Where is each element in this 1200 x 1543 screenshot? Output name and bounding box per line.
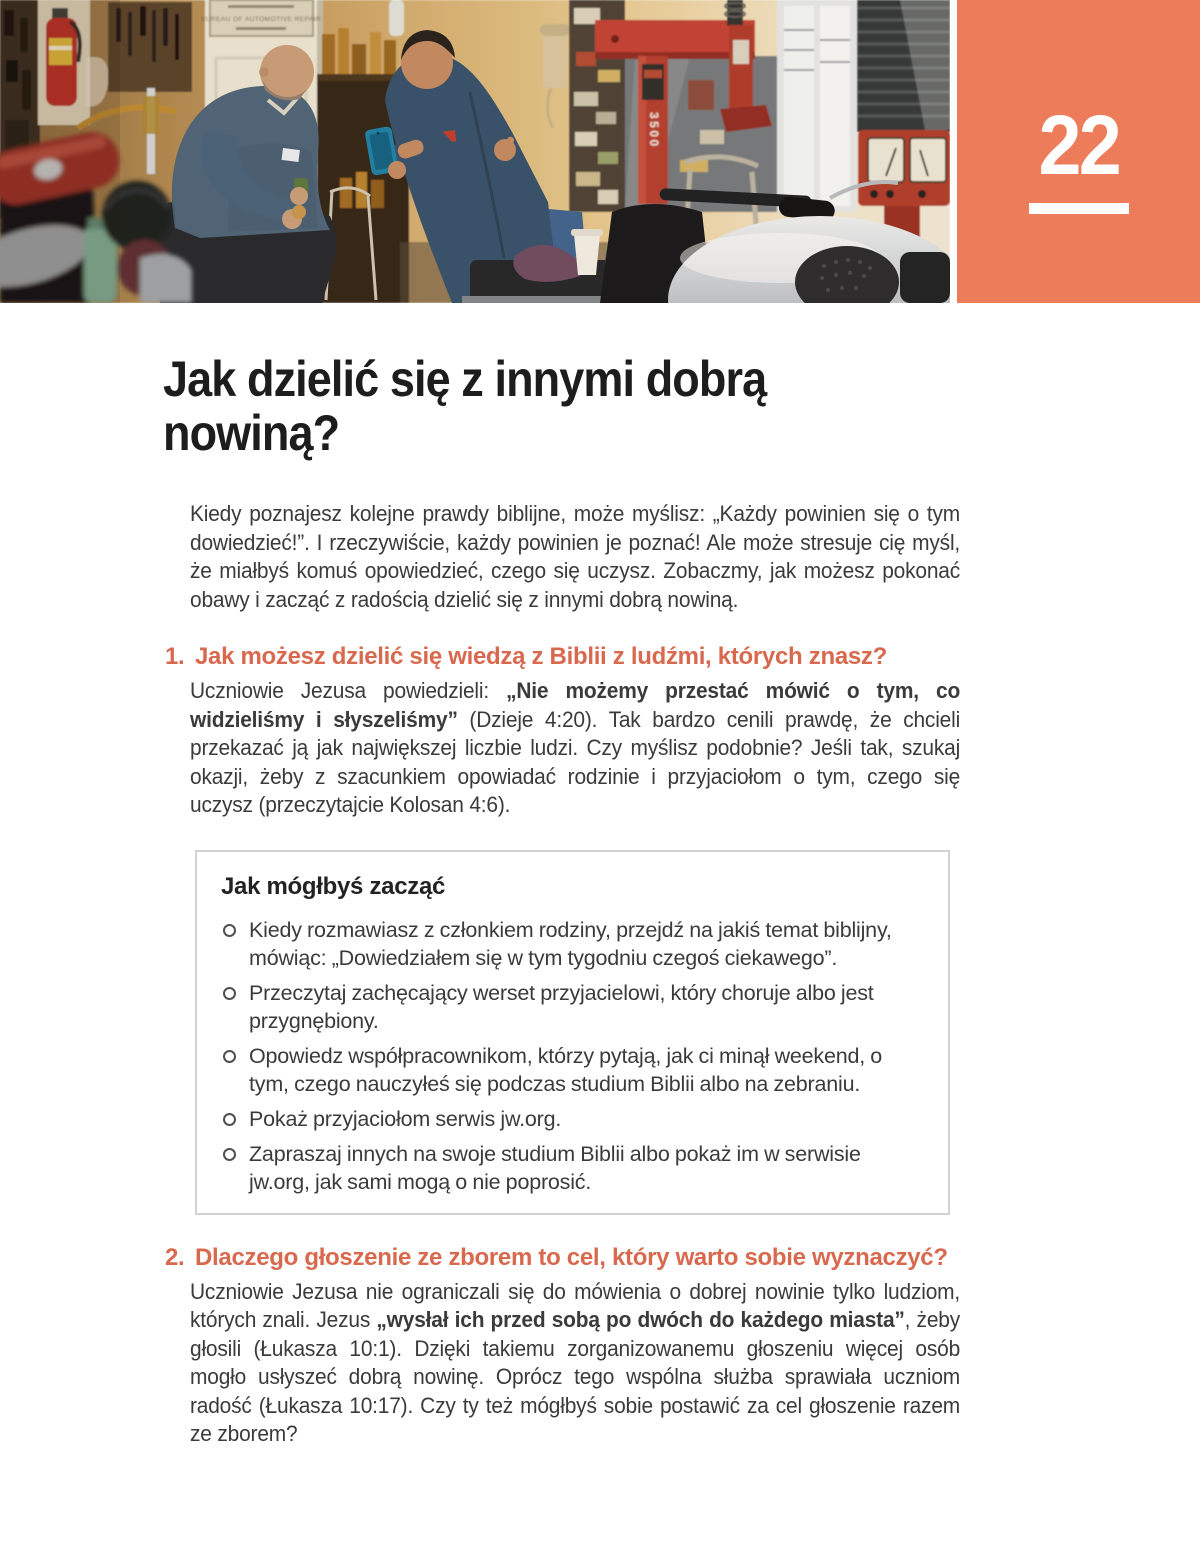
paragraph-text: (Dzieje 4:20). Tak bardzo cenili prawdę, że chcieli przekazać ją jak największej liczbie ludzi. Czy myślisz podobnie? Jeśli tak, szukaj okazji, żeby z szacunkiem opowiadać rodzinie i przyjaciołom o tym, czego się uczysz (przeczytajcie Kolosan 4:6). <box>190 706 961 817</box>
paragraph-text: Uczniowie Jezusa powiedzieli: <box>190 678 507 703</box>
door-sign-text: BUREAU OF AUTOMOTIVE REPAIR <box>200 16 322 23</box>
paragraph-text: , żeby głosili (Łukasza 10:1). Dzięki takiemu zorganizowanemu głoszeniu więcej osób mogło usłyszeć dobrą nowinę. Oprócz tego wspólna służba sprawiała uczniom radość (Łukasza 10:17). Czy ty też mógłbyś sobie postawić za cel głoszenie razem ze zborem? <box>190 1307 961 1446</box>
question-1-heading <box>165 642 1015 671</box>
suggestion-box <box>195 850 950 1215</box>
workshop-photo <box>0 0 950 303</box>
list-item <box>221 979 926 1035</box>
question-1-text: Jak możesz dzielić się wiedzą z Biblii z ludźmi, których znasz? <box>195 643 887 670</box>
suggestion-list <box>221 916 926 1196</box>
list-item-text: Przeczytaj zachęcający werset przyjacielowi, który choruje albo jest przygnębiony. <box>249 980 874 1033</box>
list-item <box>221 1042 926 1098</box>
scripture-quote-bold: „Nie możemy przestać mówić o tym, co widzieliśmy i słyszeliśmy” <box>190 678 961 732</box>
paragraph-1 <box>190 677 960 820</box>
circle-bullet-icon <box>223 1113 236 1126</box>
circle-bullet-icon <box>223 1148 236 1161</box>
list-item-text: Pokaż przyjaciołom serwis jw.org. <box>249 1106 562 1131</box>
question-2-text: Dlaczego głoszenie ze zborem to cel, który warto sobie wyznaczyć? <box>195 1243 948 1271</box>
paragraph-text: Uczniowie Jezusa nie ograniczali się do mówienia o dobrej nowinie tylko ludziom, których znali. Jezus <box>190 1278 961 1332</box>
list-item <box>221 1105 926 1133</box>
list-item-text: Opowiedz współpracownikom, którzy pytają, jak ci minął weekend, o tym, czego nauczyłeś się podczas studium Biblii albo na zebraniu. <box>249 1043 883 1096</box>
circle-bullet-icon <box>223 924 236 937</box>
list-item <box>221 916 926 972</box>
question-2-heading <box>165 1243 1015 1272</box>
list-item <box>221 1140 926 1196</box>
question-2-number: 2. <box>165 1243 185 1271</box>
tire-machine-label: 3500 <box>647 112 661 149</box>
intro-paragraph: Kiedy poznajesz kolejne prawdy biblijne, może myślisz: „Każdy powinien się o tym dowiedzieć!”. I rzeczywiście, każdy powinien je poznać! Ale może stresuje cię myśl, że miałbyś komuś opowiedzieć, czego się uczysz. Zobaczmy, jak możesz pokonać obawy i zacząć z radością dzielić się z innymi dobrą nowiną. <box>190 501 961 612</box>
circle-bullet-icon <box>223 987 236 1000</box>
chapter-block <box>957 0 1200 303</box>
lesson-content <box>0 303 1200 1449</box>
paragraph-2 <box>190 1278 960 1449</box>
list-item-text: Zapraszaj innych na swoje studium Biblii albo pokaż im w serwisie jw.org, jak sami mogą o nie poprosić. <box>249 1141 861 1194</box>
circle-bullet-icon <box>223 1050 236 1063</box>
suggestion-box-title: Jak mógłbyś zacząć <box>221 872 446 900</box>
chapter-underline <box>1029 203 1129 214</box>
scripture-quote-bold: „wysłał ich przed sobą po dwóch do każdego miasta” <box>376 1307 905 1332</box>
list-item-text: Kiedy rozmawiasz z członkiem rodziny, przejdź na jakiś temat biblijny, mówiąc: „Dowiedziałem się w tym tygodniu czegoś ciekawego”. <box>249 917 892 970</box>
page-title: Jak dzielić się z innymi dobrą nowiną? <box>163 351 767 461</box>
question-1-number: 1. <box>165 643 185 670</box>
chapter-number: 22 <box>1038 98 1119 192</box>
